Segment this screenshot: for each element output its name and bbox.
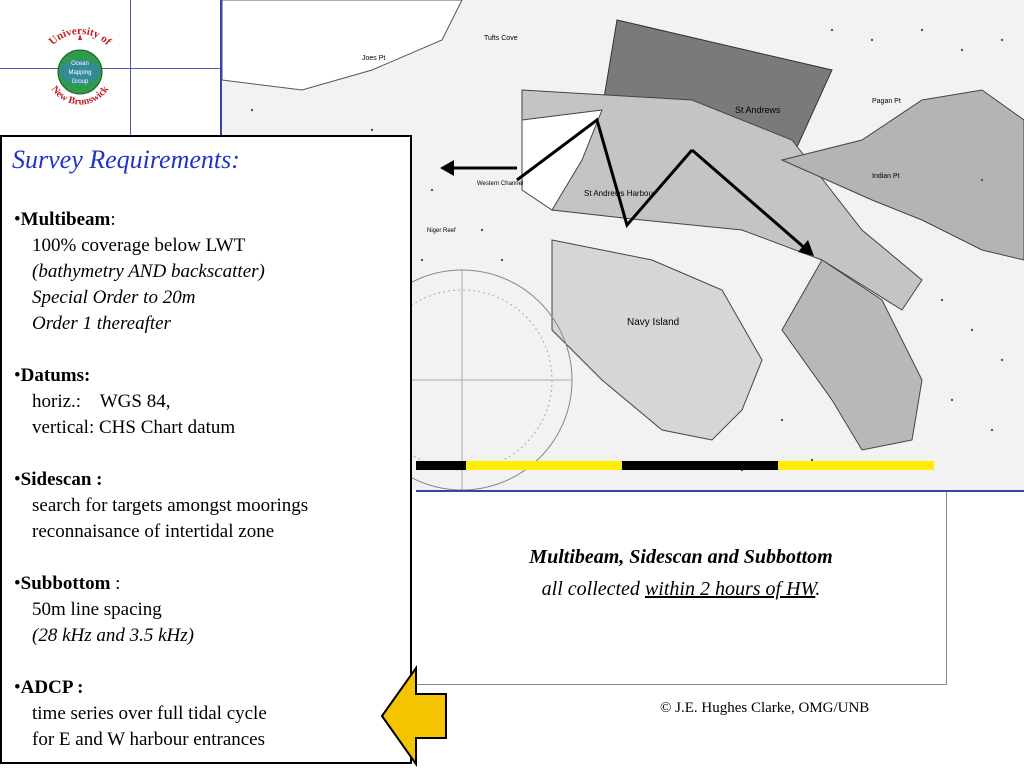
subbottom-line: (28 kHz and 3.5 kHz)	[32, 625, 195, 646]
sidescan-line: search for targets amongst moorings	[32, 495, 309, 516]
label-st-andrews: St Andrews	[735, 105, 781, 115]
datums-horiz: horiz.: WGS 84,	[32, 391, 171, 412]
datums-heading: •Datums:	[14, 365, 91, 386]
caption-line-2-underlined: within 2 hours of HW	[644, 578, 816, 600]
copyright-text: © J.E. Hughes Clarke, OMG/UNB	[660, 700, 870, 716]
multibeam-line: Order 1 thereafter	[32, 313, 171, 334]
multibeam-heading: •Multibeam:	[14, 209, 116, 230]
adcp-line: for E and W harbour entrances	[32, 729, 266, 750]
sidescan-heading: •Sidescan :	[14, 469, 103, 490]
yellow-left-arrow-icon	[380, 664, 450, 768]
requirements-body	[14, 207, 308, 753]
label-tufts-cove: Tufts Cove	[484, 35, 518, 42]
label-navy-island: Navy Island	[627, 317, 680, 328]
label-western-channel: Western Channel	[477, 181, 524, 187]
sidescan-line: reconnaisance of intertidal zone	[32, 521, 275, 542]
label-indian-pt: Indian Pt	[872, 173, 900, 180]
logo-center-mapping: Mapping	[68, 70, 92, 76]
svg-text:University of	[47, 25, 114, 48]
caption-panel	[416, 492, 947, 685]
label-pagan-pt: Pagan Pt	[872, 98, 901, 105]
logo-center-group: Group	[71, 79, 89, 85]
unb-omg-logo	[30, 20, 130, 120]
frame-line-divider	[220, 0, 222, 135]
survey-requirements-box	[0, 135, 412, 764]
adcp-line: time series over full tidal cycle	[32, 703, 267, 724]
subbottom-heading: •Subbottom :	[14, 573, 121, 594]
adcp-heading: •ADCP :	[14, 677, 84, 698]
datums-vertical: vertical: CHS Chart datum	[32, 417, 236, 438]
label-niger-reef: Niger Reef	[427, 228, 456, 234]
caption-line-2-plain: all collected	[541, 578, 645, 600]
multibeam-line: (bathymetry AND backscatter)	[32, 261, 265, 282]
frame-line-left	[130, 0, 131, 135]
multibeam-line: 100% coverage below LWT	[32, 235, 246, 256]
label-st-andrews-harbour: St Andrews Harbour	[584, 189, 656, 198]
multibeam-line: Special Order to 20m	[32, 287, 196, 308]
requirements-title: Survey Requirements:	[12, 145, 240, 174]
caption-line-2-end: .	[815, 578, 821, 600]
caption-line-2	[416, 578, 946, 601]
logo-arc-top: University of	[46, 24, 114, 48]
logo-arc-bottom: New Brunswick	[48, 84, 112, 108]
caption-line-1: Multibeam, Sidescan and Subbottom	[529, 546, 833, 568]
label-joes-pt: Joes Pt	[362, 55, 386, 62]
logo-center-ocean: Ocean	[71, 61, 89, 67]
subbottom-line: 50m line spacing	[32, 599, 162, 620]
